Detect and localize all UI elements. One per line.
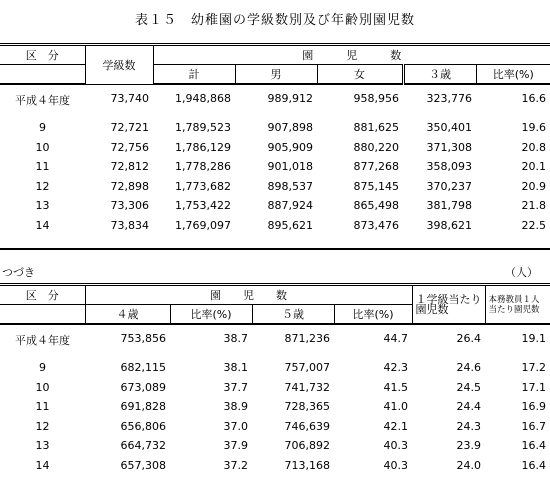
- header-kubun: 区 分: [0, 45, 85, 65]
- cell-age4: 664,732: [120, 439, 166, 453]
- cell-total: 1,753,422: [175, 199, 231, 213]
- cell-female: 877,268: [353, 160, 399, 174]
- cell-total: 1,789,523: [175, 121, 231, 135]
- cell-total: 1,778,286: [175, 160, 231, 174]
- cell-age3: 358,093: [426, 160, 472, 174]
- cell-ratio4: 37.2: [223, 458, 248, 472]
- cell-male: 901,018: [267, 160, 313, 174]
- cell-age3: 350,401: [426, 121, 472, 135]
- cell-male: 905,909: [267, 140, 313, 154]
- cell-year: 13: [35, 199, 50, 213]
- cell-ratio4: 37.9: [223, 439, 248, 453]
- continued-label: つづき: [2, 266, 35, 279]
- header2-kubun: 区 分: [0, 285, 85, 305]
- cell-ratio4: 38.9: [223, 400, 248, 414]
- table-row: [0, 324, 550, 358]
- cell-age3: 323,776: [426, 92, 472, 105]
- cell-per_teacher: 17.1: [521, 380, 546, 394]
- cell-ratio5: 41.5: [383, 380, 408, 394]
- cell-female: 880,220: [353, 140, 399, 154]
- cell-classes: 72,721: [110, 121, 149, 135]
- cell-classes: 73,740: [110, 91, 149, 105]
- cell-year: 11: [35, 160, 50, 174]
- cell-per_teacher: 16.4: [521, 439, 546, 453]
- cell-ratio5: 42.3: [383, 361, 408, 375]
- cell-female: 881,625: [353, 121, 399, 135]
- header-female: 女: [317, 65, 403, 85]
- cell-total: 1,786,129: [175, 140, 231, 154]
- table-title: 表１５ 幼稚園の学級数別及び年齢別園児数: [134, 13, 415, 28]
- header2-per-class: １学級当たり 園児数: [412, 285, 485, 325]
- cell-age5: 706,892: [284, 439, 330, 453]
- header-ratio: 比率(%): [476, 65, 550, 85]
- enrollment-table-1: [0, 43, 550, 235]
- cell-classes: 72,898: [110, 179, 149, 193]
- cell-male: 989,912: [267, 92, 313, 105]
- cell-ratio: 20.9: [521, 179, 547, 193]
- enrollment-table-2: [0, 283, 550, 475]
- table-row: [0, 138, 550, 158]
- cell-ratio5: 44.7: [383, 332, 408, 345]
- header2-kubun-blank: [0, 305, 85, 325]
- cell-year: 11: [35, 400, 50, 414]
- cell-ratio: 19.6: [521, 121, 547, 135]
- cell-ratio: 22.5: [521, 218, 547, 232]
- header2-age4: ４歳: [85, 305, 170, 325]
- cell-year: 12: [35, 419, 50, 433]
- header2-ratio5: 比率(%): [334, 305, 412, 325]
- cell-age3: 381,798: [426, 199, 472, 213]
- cell-classes: 73,306: [110, 199, 149, 213]
- cell-per_teacher: 19.1: [521, 332, 546, 345]
- cell-year: 10: [35, 380, 50, 394]
- cell-ratio: 20.8: [521, 140, 547, 154]
- cell-age5: 728,365: [284, 400, 330, 414]
- table-row: [0, 84, 550, 118]
- cell-female: 865,498: [353, 199, 399, 213]
- cell-year: 平成４年度: [15, 334, 70, 347]
- cell-age5: 713,168: [284, 458, 330, 472]
- table-row: [0, 177, 550, 197]
- table1-bottom-rule: [0, 248, 550, 250]
- cell-year: 10: [35, 140, 50, 154]
- cell-per_class: 24.4: [456, 400, 481, 414]
- header-age3: ３歳: [403, 65, 476, 85]
- cell-year: 9: [39, 361, 46, 375]
- cell-per_class: 24.3: [456, 419, 481, 433]
- table-row: [0, 118, 550, 138]
- cell-per_class: 23.9: [456, 439, 481, 453]
- cell-ratio5: 40.3: [383, 439, 408, 453]
- header2-age5: ５歳: [252, 305, 334, 325]
- cell-male: 898,537: [267, 179, 313, 193]
- header-enji: 園 児 数: [153, 45, 550, 65]
- table-row: [0, 417, 550, 437]
- cell-age4: 753,856: [120, 332, 166, 345]
- cell-age4: 673,089: [120, 380, 166, 394]
- cell-ratio: 21.8: [521, 199, 547, 213]
- table-row: [0, 358, 550, 378]
- cell-total: 1,769,097: [175, 218, 231, 232]
- header-classes: 学級数: [85, 45, 153, 85]
- header2-ratio4: 比率(%): [170, 305, 252, 325]
- cell-age3: 371,308: [426, 140, 472, 154]
- cell-year: 9: [39, 121, 46, 135]
- header2-enji: 園 児 数: [85, 285, 412, 305]
- cell-age5: 757,007: [284, 361, 330, 375]
- table-row: [0, 157, 550, 177]
- cell-male: 907,898: [267, 121, 313, 135]
- header2-per-teacher: 本務教員１人 当たり園児数: [485, 285, 550, 325]
- cell-ratio4: 38.1: [223, 361, 248, 375]
- table-row: [0, 378, 550, 398]
- header-total: 計: [153, 65, 235, 85]
- cell-ratio5: 42.1: [383, 419, 408, 433]
- cell-total: 1,948,868: [175, 92, 231, 105]
- cell-ratio5: 41.0: [383, 400, 408, 414]
- cell-male: 895,621: [267, 218, 313, 232]
- cell-age4: 657,308: [120, 458, 166, 472]
- cell-per_class: 24.6: [456, 361, 481, 375]
- cell-per_class: 26.4: [456, 332, 481, 345]
- header-kubun-blank: [0, 65, 85, 85]
- table-row: [0, 436, 550, 456]
- cell-total: 1,773,682: [175, 179, 231, 193]
- cell-ratio: 20.1: [521, 160, 547, 174]
- cell-classes: 72,756: [110, 140, 149, 154]
- cell-female: 873,476: [353, 218, 399, 232]
- cell-ratio5: 40.3: [383, 458, 408, 472]
- cell-per_teacher: 16.7: [521, 419, 546, 433]
- cell-age3: 370,237: [426, 179, 472, 193]
- cell-classes: 73,834: [110, 218, 149, 232]
- cell-age4: 682,115: [120, 361, 166, 375]
- cell-female: 958,956: [353, 92, 399, 105]
- cell-ratio4: 37.0: [223, 419, 248, 433]
- header-male: 男: [235, 65, 317, 85]
- cell-female: 875,145: [353, 179, 399, 193]
- cell-per_class: 24.5: [456, 380, 481, 394]
- cell-ratio: 16.6: [521, 92, 547, 105]
- cell-age5: 741,732: [284, 380, 330, 394]
- cell-per_teacher: 16.9: [521, 400, 546, 414]
- cell-year: 13: [35, 439, 50, 453]
- cell-age3: 398,621: [426, 218, 472, 232]
- cell-year: 平成４年度: [15, 94, 70, 107]
- cell-age5: 871,236: [284, 332, 330, 345]
- cell-ratio4: 37.7: [223, 380, 248, 394]
- cell-classes: 72,812: [110, 160, 149, 174]
- cell-year: 12: [35, 179, 50, 193]
- table-row: [0, 397, 550, 417]
- cell-age5: 746,639: [284, 419, 330, 433]
- unit-label: （人）: [505, 266, 538, 279]
- cell-per_teacher: 17.2: [521, 361, 546, 375]
- cell-per_teacher: 16.4: [521, 458, 546, 472]
- cell-age4: 656,806: [120, 419, 166, 433]
- table-row: [0, 216, 550, 236]
- cell-year: 14: [35, 458, 50, 472]
- cell-age4: 691,828: [120, 400, 166, 414]
- cell-per_class: 24.0: [456, 458, 481, 472]
- table-row: [0, 456, 550, 476]
- cell-year: 14: [35, 218, 50, 232]
- table-row: [0, 196, 550, 216]
- cell-ratio4: 38.7: [223, 332, 248, 345]
- cell-male: 887,924: [267, 199, 313, 213]
